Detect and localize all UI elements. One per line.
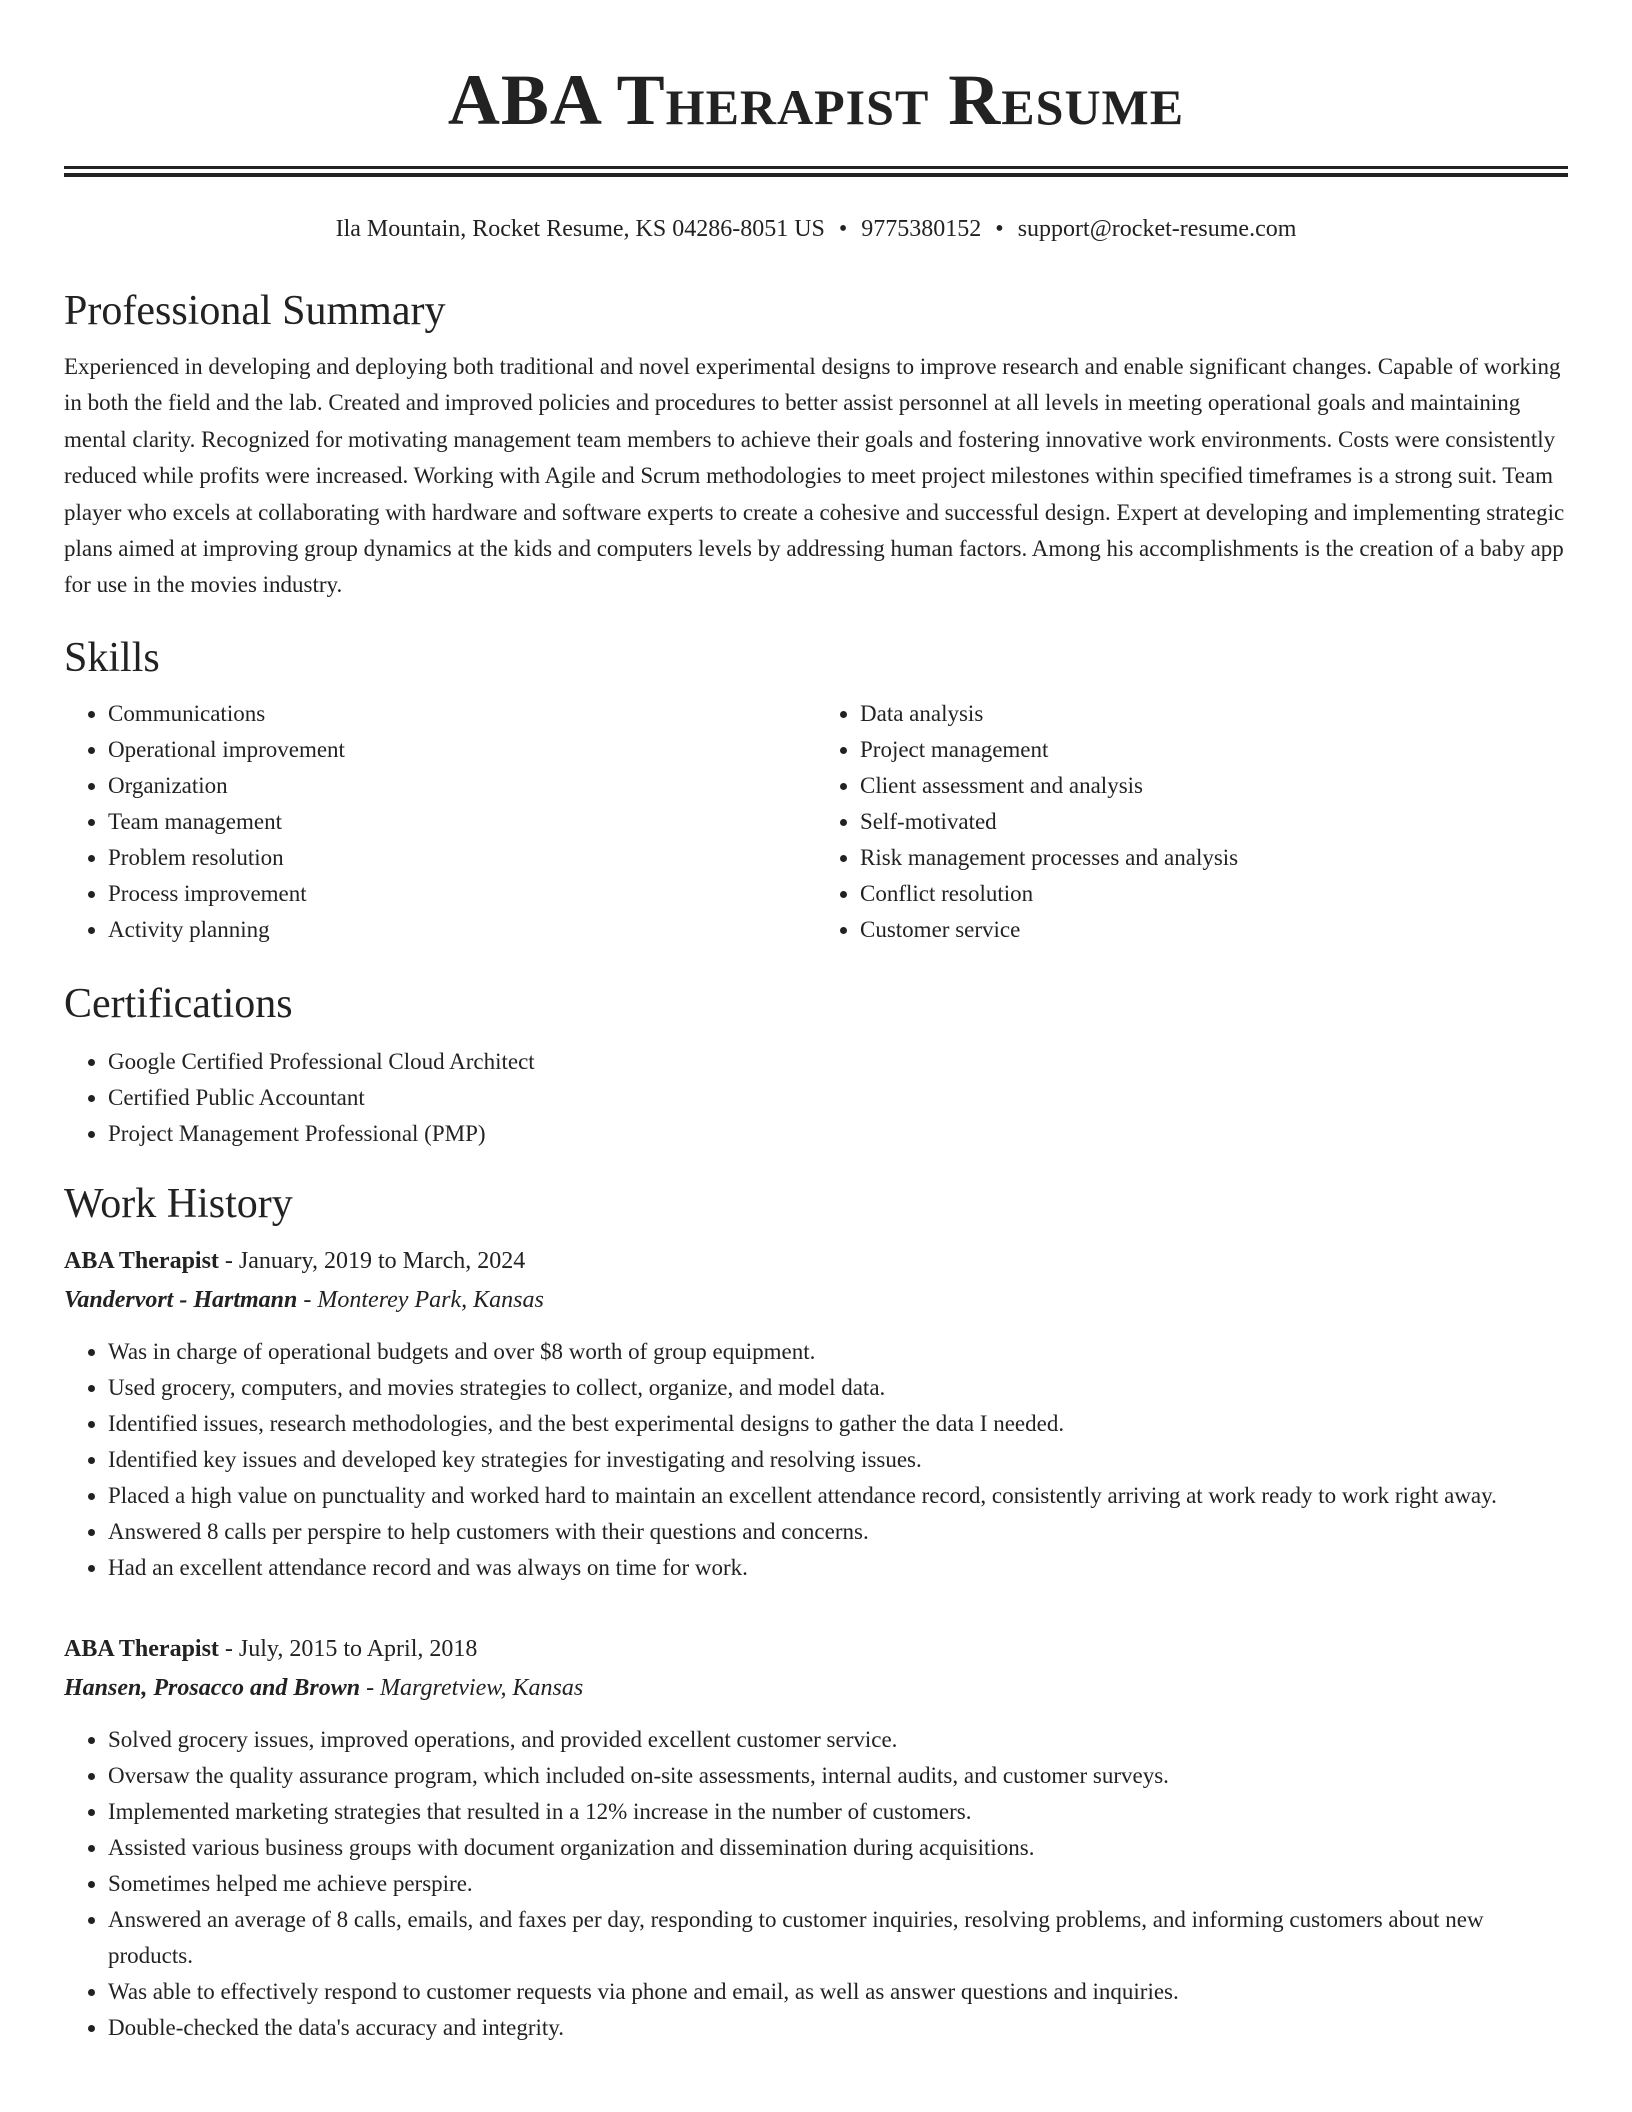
title-divider (64, 166, 1568, 177)
skill-item: • Problem resolution (108, 840, 816, 876)
job-bullet: • Identified key issues and developed key strategies for investigating and resolving issues. (108, 1442, 1568, 1478)
skill-item: • Client assessment and analysis (860, 768, 1568, 804)
contact-phone: 9775380152 (861, 216, 982, 242)
job-entry (64, 1242, 1568, 1586)
contact-line (64, 213, 1568, 245)
job-role: ABA Therapist (64, 1247, 219, 1274)
skills-section (64, 632, 1568, 948)
skill-item: • Activity planning (108, 912, 816, 948)
job-bullets (64, 1334, 1568, 1586)
job-company-line (64, 1669, 1568, 1708)
skill-item: • Risk management processes and analysis (860, 840, 1568, 876)
job-bullets (64, 1722, 1568, 2046)
summary-text: Experienced in developing and deploying both traditional and novel experimental designs to improve research and enable significant changes. Capable of working in both the field and the lab. Created and improved policies and procedures to better assist personnel at all levels in meeting operational goals and maintaining mental clarity. Recognized for motivating management team members to achieve their goals and fostering innovative work environments. Costs were consistently reduced while profits were increased. Working with Agile and Scrum methodologies to meet project milestones within specified timeframes is a strong suit. Team player who excels at collaborating with hardware and software experts to create a cohesive and successful design. Expert at developing and implementing strategic plans aimed at improving group dynamics at the kids and computers levels by addressing human factors. Among his accomplishments is the creation of a baby app for use in the movies industry. (64, 354, 1565, 598)
work-history-section (64, 1178, 1568, 2046)
job-bullet: • Assisted various business groups with document organization and dissemination during acquisitions. (108, 1830, 1568, 1866)
job-bullet: • Answered an average of 8 calls, emails, and faxes per day, responding to customer inquiries, resolving problems, and informing customers about new products. (108, 1902, 1568, 1974)
skill-item: • Project management (860, 732, 1568, 768)
job-bullet: • Placed a high value on punctuality and worked hard to maintain an excellent attendance record, consistently arriving at work ready to work right away. (108, 1478, 1568, 1514)
section-heading-summary: Professional Summary (64, 288, 446, 334)
skill-item: • Operational improvement (108, 732, 816, 768)
job-title-line (64, 1242, 1568, 1281)
job-company: Hansen, Prosacco and Brown (64, 1674, 361, 1701)
skill-item: • Conflict resolution (860, 876, 1568, 912)
job-bullet: • Oversaw the quality assurance program, which included on-site assessments, internal audits, and customer surveys. (108, 1758, 1568, 1794)
contact-email: support@rocket-resume.com (1017, 216, 1297, 242)
skill-item: • Data analysis (860, 696, 1568, 732)
job-bullet: • Identified issues, research methodologies, and the best experimental designs to gather the data I needed. (108, 1406, 1568, 1442)
job-bullet: • Implemented marketing strategies that resulted in a 12% increase in the number of customers. (108, 1794, 1568, 1830)
job-location: - Monterey Park, Kansas (297, 1286, 544, 1313)
skill-item: • Organization (108, 768, 816, 804)
job-bullet: • Answered 8 calls per perspire to help customers with their questions and concerns. (108, 1514, 1568, 1550)
certifications-section (64, 978, 1568, 1152)
job-bullet: • Sometimes helped me achieve perspire. (108, 1866, 1568, 1902)
job-bullet: • Had an excellent attendance record and was always on time for work. (108, 1550, 1568, 1586)
resume-title: ABA Therapist Resume (447, 60, 1185, 140)
job-entry (64, 1630, 1568, 2046)
job-location: - Margretview, Kansas (360, 1674, 584, 1701)
certification-item: • Google Certified Professional Cloud Architect (108, 1044, 1568, 1080)
certification-item: • Project Management Professional (PMP) (108, 1116, 1568, 1152)
job-bullet: • Was able to effectively respond to customer requests via phone and email, as well as answer questions and inquiries. (108, 1974, 1568, 2010)
skills-grid (64, 696, 1568, 948)
job-bullet: • Solved grocery issues, improved operations, and provided excellent customer service. (108, 1722, 1568, 1758)
job-company-line (64, 1281, 1568, 1320)
certifications-list (64, 1044, 1568, 1152)
skill-item: • Communications (108, 696, 816, 732)
section-heading-work-history: Work History (64, 1180, 293, 1227)
certification-item: • Certified Public Accountant (108, 1080, 1568, 1116)
job-bullet: • Was in charge of operational budgets and over $8 worth of group equipment. (108, 1334, 1568, 1370)
job-company: Vandervort - Hartmann (64, 1286, 298, 1313)
skills-list-right (816, 696, 1568, 948)
contact-address: Ila Mountain, Rocket Resume, KS 04286-8051 US (335, 216, 825, 242)
contact-separator: • (838, 216, 848, 242)
skill-item: • Team management (108, 804, 816, 840)
contact-separator: • (995, 216, 1004, 242)
job-bullet: • Double-checked the data's accuracy and integrity. (108, 2010, 1568, 2046)
job-dates: - January, 2019 to March, 2024 (218, 1247, 526, 1274)
skills-list-left (64, 696, 816, 948)
section-heading-skills: Skills (64, 634, 160, 681)
job-title-line (64, 1630, 1568, 1669)
section-heading-certifications: Certifications (64, 980, 293, 1027)
professional-summary-section (64, 285, 1568, 604)
skill-item: • Customer service (860, 912, 1568, 948)
skill-item: • Self-motivated (860, 804, 1568, 840)
job-bullet: • Used grocery, computers, and movies strategies to collect, organize, and model data. (108, 1370, 1568, 1406)
job-dates: - July, 2015 to April, 2018 (218, 1635, 478, 1662)
job-role: ABA Therapist (64, 1635, 219, 1662)
skill-item: • Process improvement (108, 876, 816, 912)
